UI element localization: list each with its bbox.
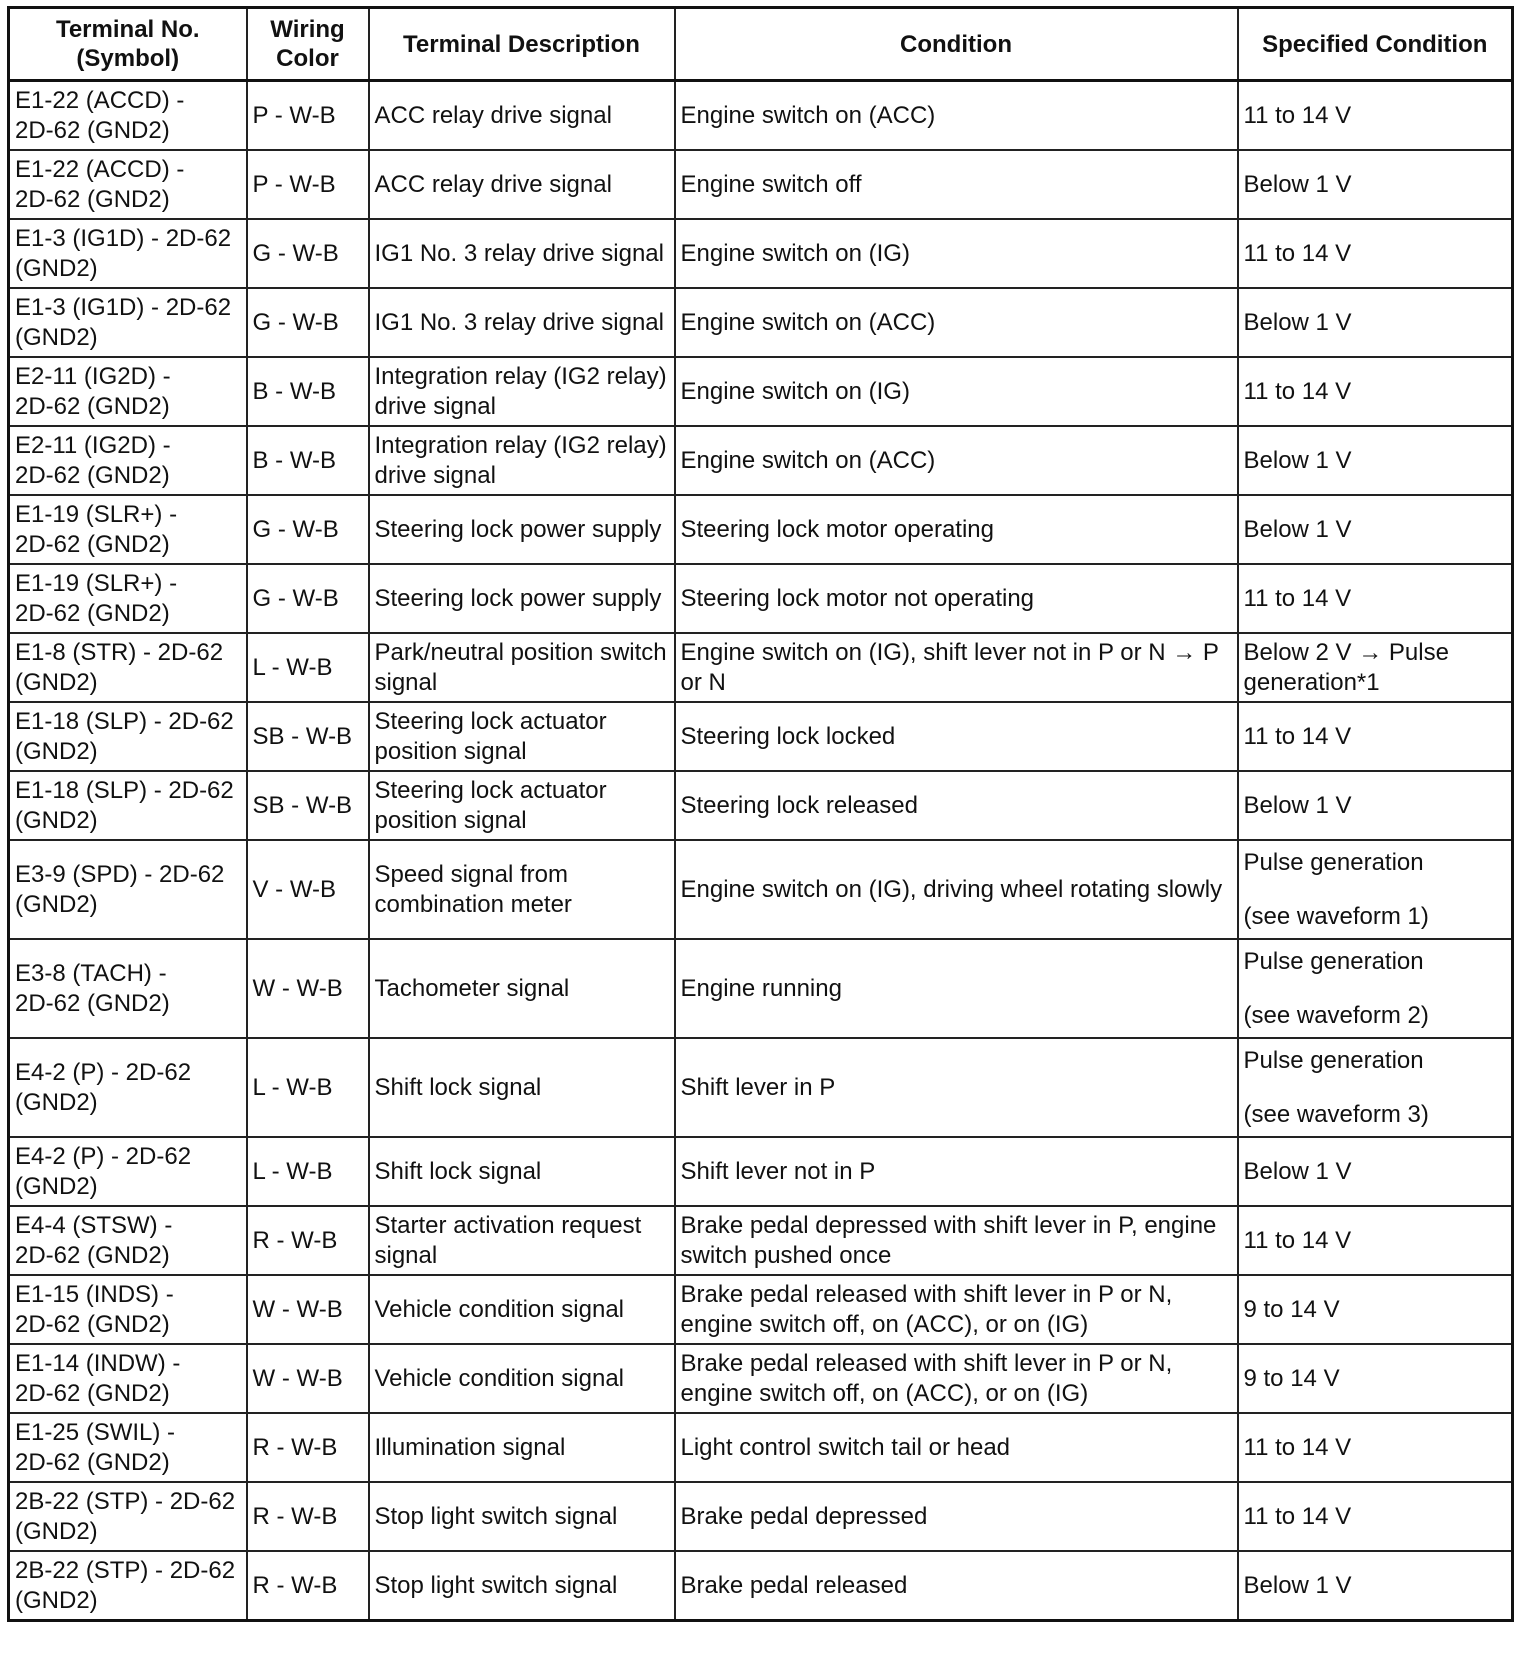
spec-line-1: Pulse generation [1243, 947, 1424, 975]
cell-wiring: B - W-B [247, 357, 369, 426]
cell-description: Steering lock power supply [369, 564, 675, 633]
cell-wiring: G - W-B [247, 564, 369, 633]
cell-description: ACC relay drive signal [369, 81, 675, 151]
cell-condition: Steering lock motor operating [675, 495, 1238, 564]
cell-specified: 11 to 14 V [1238, 81, 1513, 151]
cell-terminal: E3-9 (SPD) - 2D-62 (GND2) [9, 840, 247, 939]
cell-condition: Brake pedal released with shift lever in P or N, engine switch off, on (ACC), or on (IG) [675, 1275, 1238, 1344]
cell-specified: 11 to 14 V [1238, 1482, 1513, 1551]
table-row [9, 150, 1513, 219]
cell-description: IG1 No. 3 relay drive signal [369, 288, 675, 357]
cell-terminal: E1-19 (SLR+) - 2D-62 (GND2) [9, 495, 247, 564]
cell-condition: Engine switch on (IG), shift lever not in P or N → P or N [675, 633, 1238, 702]
table-row [9, 633, 1513, 702]
cell-terminal: 2B-22 (STP) - 2D-62 (GND2) [9, 1551, 247, 1621]
cell-terminal: E1-18 (SLP) - 2D-62 (GND2) [9, 771, 247, 840]
cell-specified: Below 2 V → Pulse generation*1 [1238, 633, 1513, 702]
spec-line-2: (see waveform 3) [1243, 1100, 1429, 1128]
cell-wiring: SB - W-B [247, 702, 369, 771]
table-row [9, 288, 1513, 357]
cell-specified: Below 1 V [1238, 150, 1513, 219]
cell-condition: Engine switch on (IG) [675, 357, 1238, 426]
cell-condition: Engine switch off [675, 150, 1238, 219]
cell-specified [1238, 939, 1513, 1038]
cell-description: Speed signal from combination meter [369, 840, 675, 939]
cell-specified: Below 1 V [1238, 1137, 1513, 1206]
cell-terminal: E4-2 (P) - 2D-62 (GND2) [9, 1137, 247, 1206]
cell-wiring: W - W-B [247, 939, 369, 1038]
cell-specified: Below 1 V [1238, 495, 1513, 564]
cell-condition: Steering lock locked [675, 702, 1238, 771]
cell-wiring: L - W-B [247, 1038, 369, 1137]
cell-terminal: 2B-22 (STP) - 2D-62 (GND2) [9, 1482, 247, 1551]
cell-description: Steering lock power supply [369, 495, 675, 564]
cell-wiring: R - W-B [247, 1482, 369, 1551]
header-wiring-line2: Color [276, 45, 339, 72]
header-terminal [9, 8, 247, 81]
table-row [9, 219, 1513, 288]
cell-description: Vehicle condition signal [369, 1344, 675, 1413]
cell-wiring: W - W-B [247, 1275, 369, 1344]
cell-condition: Engine switch on (IG), driving wheel rotating slowly [675, 840, 1238, 939]
cell-specified: 9 to 14 V [1238, 1344, 1513, 1413]
cell-condition: Engine switch on (ACC) [675, 288, 1238, 357]
cell-description: Illumination signal [369, 1413, 675, 1482]
header-terminal-line1: Terminal No. [55, 16, 200, 43]
cell-specified: Below 1 V [1238, 426, 1513, 495]
table-body [9, 81, 1513, 1621]
cell-terminal: E1-3 (IG1D) - 2D-62 (GND2) [9, 288, 247, 357]
cell-condition: Steering lock motor not operating [675, 564, 1238, 633]
cell-condition: Brake pedal released [675, 1551, 1238, 1621]
table-row [9, 1137, 1513, 1206]
cell-terminal: E1-19 (SLR+) - 2D-62 (GND2) [9, 564, 247, 633]
cell-condition: Brake pedal depressed [675, 1482, 1238, 1551]
cell-condition: Engine switch on (IG) [675, 219, 1238, 288]
table-row [9, 939, 1513, 1038]
cell-condition: Shift lever in P [675, 1038, 1238, 1137]
cell-specified: 11 to 14 V [1238, 219, 1513, 288]
cell-terminal: E2-11 (IG2D) - 2D-62 (GND2) [9, 426, 247, 495]
cell-description: Steering lock actuator position signal [369, 771, 675, 840]
cell-description: Integration relay (IG2 relay) drive signal [369, 426, 675, 495]
cell-terminal: E4-4 (STSW) - 2D-62 (GND2) [9, 1206, 247, 1275]
cell-condition: Brake pedal depressed with shift lever in P, engine switch pushed once [675, 1206, 1238, 1275]
cell-terminal: E4-2 (P) - 2D-62 (GND2) [9, 1038, 247, 1137]
cell-wiring: G - W-B [247, 219, 369, 288]
cell-terminal: E1-3 (IG1D) - 2D-62 (GND2) [9, 219, 247, 288]
table-row [9, 564, 1513, 633]
table-row [9, 1206, 1513, 1275]
table-row [9, 771, 1513, 840]
cell-description: Stop light switch signal [369, 1551, 675, 1621]
header-specified: Specified Condition [1238, 8, 1513, 81]
cell-wiring: G - W-B [247, 495, 369, 564]
cell-specified: 11 to 14 V [1238, 702, 1513, 771]
table-row [9, 495, 1513, 564]
terminal-spec-table [7, 6, 1514, 1622]
cell-description: Steering lock actuator position signal [369, 702, 675, 771]
header-terminal-line2: (Symbol) [76, 45, 180, 72]
cell-condition: Steering lock released [675, 771, 1238, 840]
cell-terminal: E1-18 (SLP) - 2D-62 (GND2) [9, 702, 247, 771]
table-row [9, 81, 1513, 151]
cell-terminal: E1-25 (SWIL) - 2D-62 (GND2) [9, 1413, 247, 1482]
header-wiring [247, 8, 369, 81]
cell-description: Starter activation request signal [369, 1206, 675, 1275]
header-wiring-line1: Wiring [270, 16, 345, 43]
cell-specified: 11 to 14 V [1238, 1206, 1513, 1275]
cell-description: Integration relay (IG2 relay) drive signal [369, 357, 675, 426]
cell-condition: Engine running [675, 939, 1238, 1038]
cell-wiring: W - W-B [247, 1344, 369, 1413]
cell-terminal: E3-8 (TACH) - 2D-62 (GND2) [9, 939, 247, 1038]
cell-specified: Below 1 V [1238, 288, 1513, 357]
cell-wiring: L - W-B [247, 1137, 369, 1206]
table-row [9, 702, 1513, 771]
cell-wiring: L - W-B [247, 633, 369, 702]
header-condition: Condition [675, 8, 1238, 81]
cell-wiring: SB - W-B [247, 771, 369, 840]
cell-description: Shift lock signal [369, 1038, 675, 1137]
table-row [9, 1344, 1513, 1413]
cell-terminal: E1-15 (INDS) - 2D-62 (GND2) [9, 1275, 247, 1344]
table-row [9, 1551, 1513, 1621]
cell-wiring: V - W-B [247, 840, 369, 939]
cell-specified [1238, 1038, 1513, 1137]
header-description: Terminal Description [369, 8, 675, 81]
cell-description: Vehicle condition signal [369, 1275, 675, 1344]
cell-terminal: E1-14 (INDW) - 2D-62 (GND2) [9, 1344, 247, 1413]
cell-specified: 11 to 14 V [1238, 564, 1513, 633]
spec-line-2: (see waveform 1) [1243, 902, 1429, 930]
cell-terminal: E1-22 (ACCD) - 2D-62 (GND2) [9, 81, 247, 151]
cell-condition: Brake pedal released with shift lever in P or N, engine switch off, on (ACC), or on (IG) [675, 1344, 1238, 1413]
cell-description: IG1 No. 3 relay drive signal [369, 219, 675, 288]
cell-terminal: E1-22 (ACCD) - 2D-62 (GND2) [9, 150, 247, 219]
spec-line-1: Pulse generation [1243, 1046, 1424, 1074]
cell-description: Stop light switch signal [369, 1482, 675, 1551]
cell-specified: 11 to 14 V [1238, 1413, 1513, 1482]
cell-specified: 11 to 14 V [1238, 357, 1513, 426]
cell-description: Shift lock signal [369, 1137, 675, 1206]
cell-wiring: R - W-B [247, 1551, 369, 1621]
cell-terminal: E2-11 (IG2D) - 2D-62 (GND2) [9, 357, 247, 426]
cell-wiring: B - W-B [247, 426, 369, 495]
cell-wiring: R - W-B [247, 1206, 369, 1275]
cell-terminal: E1-8 (STR) - 2D-62 (GND2) [9, 633, 247, 702]
cell-wiring: P - W-B [247, 150, 369, 219]
table-row [9, 357, 1513, 426]
table-row [9, 1275, 1513, 1344]
cell-specified [1238, 840, 1513, 939]
cell-wiring: R - W-B [247, 1413, 369, 1482]
cell-condition: Engine switch on (ACC) [675, 81, 1238, 151]
cell-specified: 9 to 14 V [1238, 1275, 1513, 1344]
cell-condition: Engine switch on (ACC) [675, 426, 1238, 495]
cell-condition: Light control switch tail or head [675, 1413, 1238, 1482]
cell-specified: Below 1 V [1238, 1551, 1513, 1621]
table-row [9, 1413, 1513, 1482]
table-row [9, 1038, 1513, 1137]
cell-wiring: G - W-B [247, 288, 369, 357]
table-row [9, 1482, 1513, 1551]
spec-line-2: (see waveform 2) [1243, 1001, 1429, 1029]
cell-condition: Shift lever not in P [675, 1137, 1238, 1206]
cell-wiring: P - W-B [247, 81, 369, 151]
cell-description: Tachometer signal [369, 939, 675, 1038]
table-row [9, 840, 1513, 939]
header-row [9, 8, 1513, 81]
cell-description: ACC relay drive signal [369, 150, 675, 219]
spec-line-1: Pulse generation [1243, 848, 1424, 876]
cell-description: Park/neutral position switch signal [369, 633, 675, 702]
cell-specified: Below 1 V [1238, 771, 1513, 840]
table-row [9, 426, 1513, 495]
